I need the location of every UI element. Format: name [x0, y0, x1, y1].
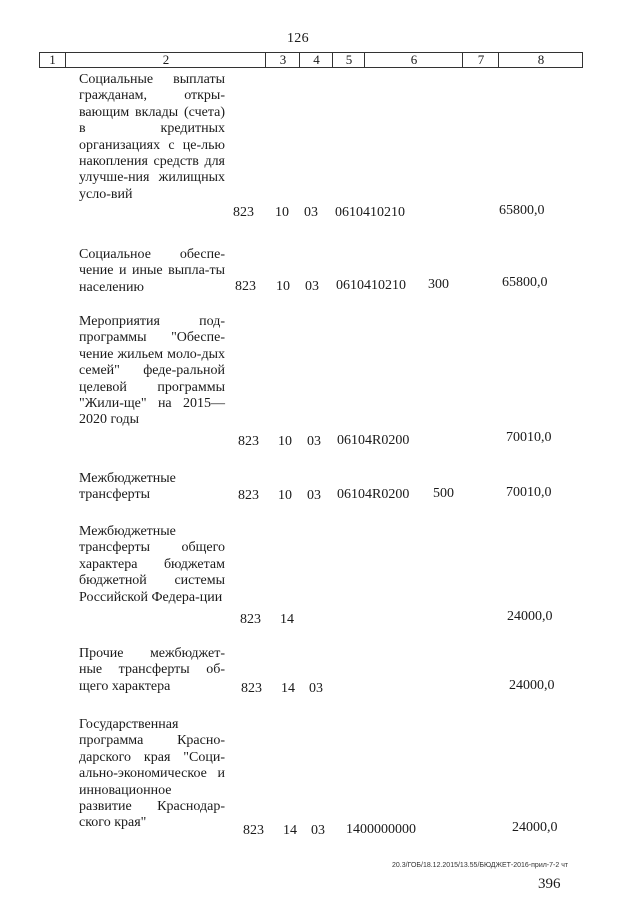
row-ved: 823	[238, 434, 259, 449]
column-header-3: 3	[265, 53, 300, 67]
row-rz: 10	[275, 205, 289, 220]
row-csr: 0610410210	[336, 278, 406, 293]
row-rz: 10	[278, 434, 292, 449]
row-pr: 03	[304, 205, 318, 220]
footer-document-code: 20.3/ГОБ/18.12.2015/13.55/БЮДЖЕТ-2016-прил-7-2 чт	[392, 862, 569, 869]
column-header-4: 4	[299, 53, 333, 67]
row-amount: 70010,0	[506, 430, 552, 445]
row-pr: 03	[309, 681, 323, 696]
column-header-6: 6	[364, 53, 463, 67]
page-number-top: 126	[287, 31, 309, 46]
column-header-7: 7	[462, 53, 499, 67]
column-header-row	[39, 52, 583, 68]
row-amount: 70010,0	[506, 485, 552, 500]
row-pr: 03	[305, 279, 319, 294]
row-rz: 10	[276, 279, 290, 294]
row-rz: 14	[280, 612, 294, 627]
row-ved: 823	[241, 681, 262, 696]
row-ved: 823	[240, 612, 261, 627]
row-ved: 823	[238, 488, 259, 503]
row-amount: 65800,0	[502, 275, 548, 290]
column-header-8: 8	[498, 53, 583, 67]
row-csr: 1400000000	[346, 822, 416, 837]
row-description: Межбюджетные трансферты общего характера бюджетам бюджетной системы Российской Федера-ции	[79, 524, 225, 605]
row-description: Прочие межбюджет-ные трансферты об-щего характера	[79, 646, 225, 694]
row-vr: 500	[433, 486, 454, 501]
row-description: Социальные выплаты гражданам, откры-вающим вклады (счета) в кредитных организациях с це-лью накопления средств для улучше-ния жилищных усло-вий	[79, 72, 225, 202]
row-csr: 06104R0200	[337, 487, 410, 502]
row-amount: 24000,0	[509, 678, 555, 693]
row-pr: 03	[307, 434, 321, 449]
column-header-5: 5	[332, 53, 365, 67]
row-csr: 06104R0200	[337, 433, 410, 448]
column-header-1: 1	[49, 52, 56, 67]
row-vr: 300	[428, 277, 449, 292]
row-rz: 14	[283, 823, 297, 838]
column-header-2: 2	[65, 53, 266, 67]
row-description: Межбюджетные трансферты	[79, 471, 176, 503]
row-description: Мероприятия под-программы "Обеспе-чение жильем моло-дых семей" феде-ральной целевой программы "Жили-ще" на 2015—2020 годы	[79, 314, 225, 428]
row-amount: 24000,0	[507, 609, 553, 624]
row-ved: 823	[233, 205, 254, 220]
row-amount: 24000,0	[512, 820, 558, 835]
row-ved: 823	[235, 279, 256, 294]
row-rz: 10	[278, 488, 292, 503]
row-amount: 65800,0	[499, 203, 545, 218]
page-number-bottom: 396	[538, 876, 561, 892]
row-ved: 823	[243, 823, 264, 838]
row-description: Государственная программа Красно-дарского края "Соци-ально-экономическое и инновационное развитие Краснодар-ского края"	[79, 717, 225, 831]
row-pr: 03	[307, 488, 321, 503]
row-rz: 14	[281, 681, 295, 696]
row-csr: 0610410210	[335, 205, 405, 220]
row-description: Социальное обеспе-чение и иные выпла-ты населению	[79, 247, 225, 295]
row-pr: 03	[311, 823, 325, 838]
